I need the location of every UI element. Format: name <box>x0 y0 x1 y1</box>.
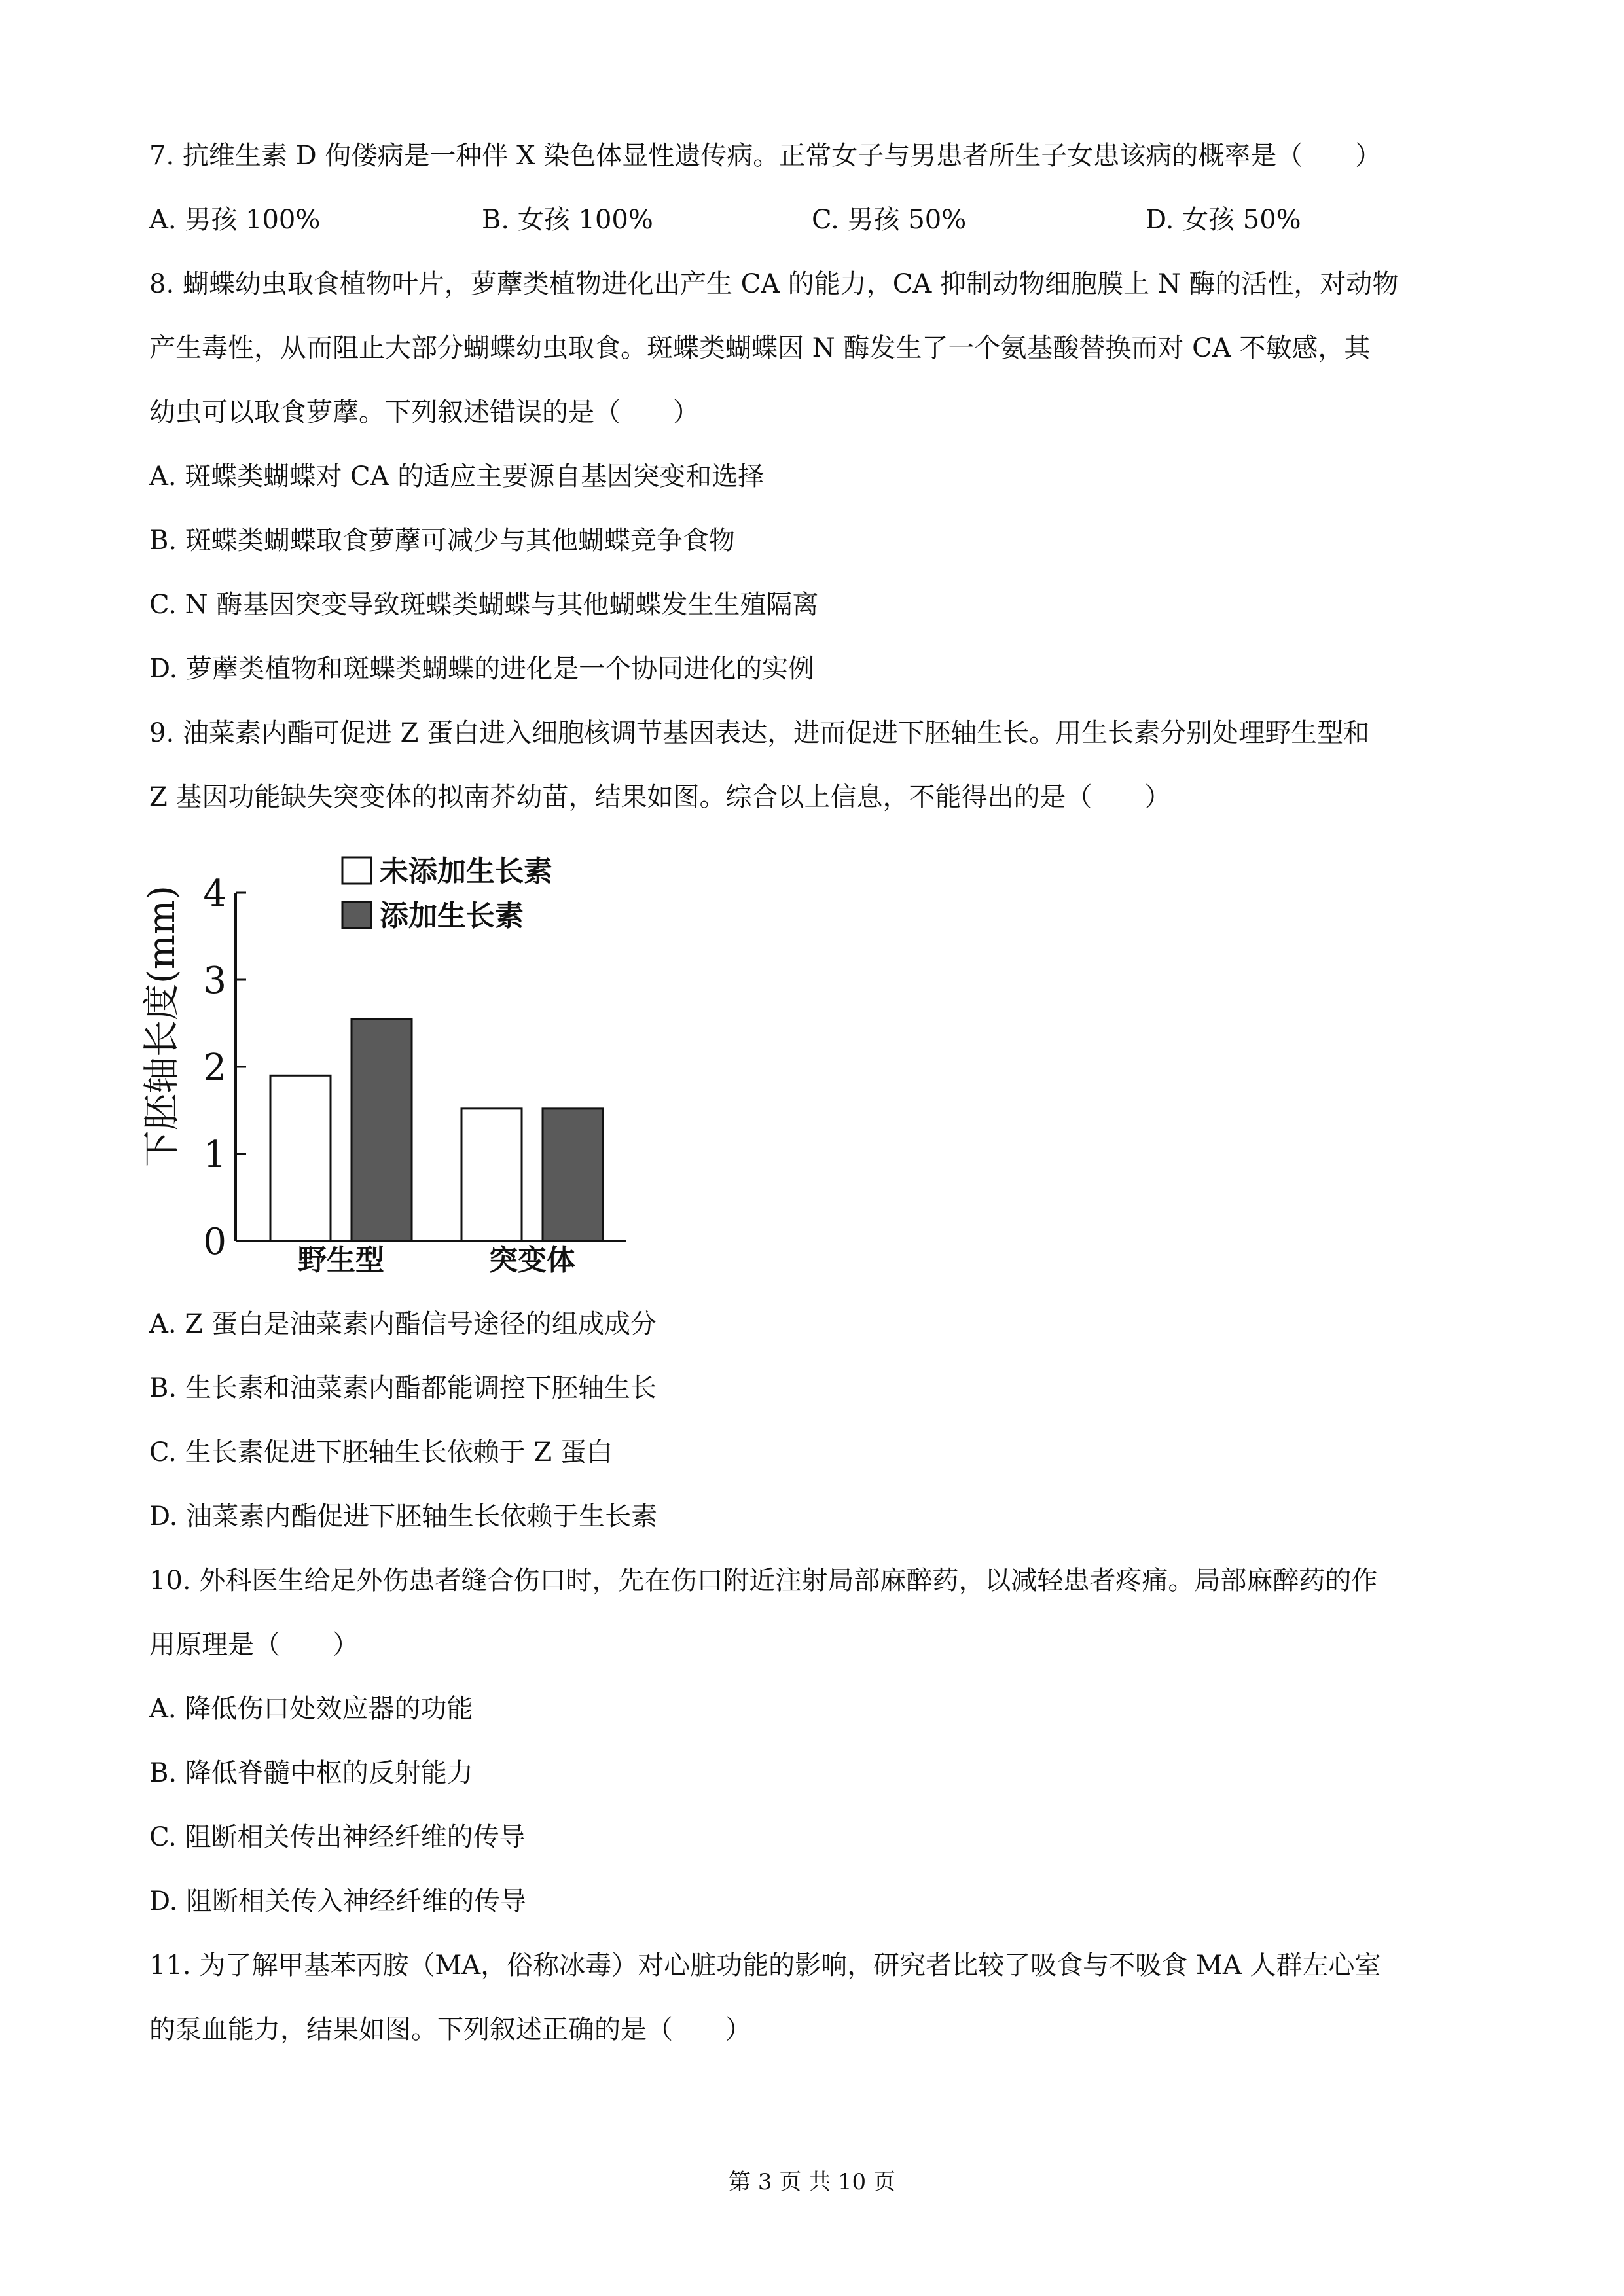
q9-stem-line-1: 9. 油菜素内酯可促进 Z 蛋白进入细胞核调节基因表达，进而促进下胚轴生长。用生长素分别处理野生型和 <box>149 718 1370 748</box>
legend-label: 未添加生长素 <box>380 855 552 888</box>
y-tick-label: 1 <box>203 1134 226 1176</box>
y-axis-label: 下胚轴长度(mm) <box>141 886 183 1167</box>
q11-stem-line-2: 的泵血能力，结果如图。下列叙述正确的是（ ） <box>149 2015 751 2045</box>
y-tick-label: 0 <box>203 1221 226 1263</box>
bar-auxin-mutant <box>543 1109 603 1241</box>
bar-auxin-wildtype <box>352 1019 412 1241</box>
q7-option-d: D. 女孩 50% <box>1146 205 1301 235</box>
q9-option-d: D. 油菜素内酯促进下胚轴生长依赖于生长素 <box>149 1501 658 1532</box>
hypocotyl-bar-chart <box>141 843 647 1301</box>
q8-option-b: B. 斑蝶类蝴蝶取食萝藦可减少与其他蝴蝶竞争食物 <box>149 526 735 556</box>
q8-stem-line-1: 8. 蝴蝶幼虫取食植物叶片，萝藦类植物进化出产生 CA 的能力，CA 抑制动物细胞膜上 N 酶的活性，对动物 <box>149 269 1399 299</box>
q8-option-a: A. 斑蝶类蝴蝶对 CA 的适应主要源自基因突变和选择 <box>149 461 765 492</box>
y-axis-ticks <box>203 872 246 1263</box>
q7-option-b: B. 女孩 100% <box>482 205 653 235</box>
q7-option-c: C. 男孩 50% <box>812 205 967 235</box>
q11-stem-line-1: 11. 为了解甲基苯丙胺（MA，俗称冰毒）对心脏功能的影响，研究者比较了吸食与不吸食 MA 人群左心室 <box>149 1950 1381 1981</box>
x-axis-categories <box>298 1244 575 1277</box>
q7-options <box>149 202 1485 238</box>
q10-stem-line-2: 用原理是（ ） <box>149 1630 359 1660</box>
y-tick-label: 2 <box>203 1047 226 1089</box>
q7-option-a: A. 男孩 100% <box>149 205 321 235</box>
q10-option-b: B. 降低脊髓中枢的反射能力 <box>149 1758 473 1788</box>
legend-swatch <box>342 857 371 884</box>
q10-stem-line-1: 10. 外科医生给足外伤患者缝合伤口时，先在伤口附近注射局部麻醉药，以减轻患者疼痛。局部麻醉药的作 <box>149 1566 1378 1596</box>
bar-no-auxin-mutant <box>461 1109 522 1241</box>
q8-stem-line-2: 产生毒性，从而阻止大部分蝴蝶幼虫取食。斑蝶类蝴蝶因 N 酶发生了一个氨基酸替换而对 CA 不敏感，其 <box>149 333 1371 363</box>
bar-no-auxin-wildtype <box>270 1075 331 1241</box>
q7-stem: 7. 抗维生素 D 佝偻病是一种伴 X 染色体显性遗传病。正常女子与男患者所生子女患该病的概率是（ ） <box>149 141 1382 171</box>
page-footer: 第 3 页 共 10 页 <box>729 2169 895 2195</box>
legend-swatch <box>342 902 371 928</box>
q9-option-b: B. 生长素和油菜素内酯都能调控下胚轴生长 <box>149 1373 657 1403</box>
q10-option-a: A. 降低伤口处效应器的功能 <box>149 1694 473 1724</box>
q10-option-d: D. 阻断相关传入神经纤维的传导 <box>149 1886 527 1916</box>
legend-label: 添加生长素 <box>380 899 524 933</box>
chart-legend <box>342 855 552 933</box>
bar-group <box>270 1019 603 1241</box>
x-category-label: 野生型 <box>298 1244 384 1277</box>
q8-stem-line-3: 幼虫可以取食萝藦。下列叙述错误的是（ ） <box>149 397 699 427</box>
y-tick-label: 4 <box>203 872 226 915</box>
q9-option-a: A. Z 蛋白是油菜素内酯信号途径的组成成分 <box>149 1309 657 1339</box>
q9-stem-line-2: Z 基因功能缺失突变体的拟南芥幼苗，结果如图。综合以上信息，不能得出的是（ ） <box>149 782 1171 812</box>
q9-option-c: C. 生长素促进下胚轴生长依赖于 Z 蛋白 <box>149 1437 613 1467</box>
q8-option-c: C. N 酶基因突变导致斑蝶类蝴蝶与其他蝴蝶发生生殖隔离 <box>149 590 819 620</box>
y-tick-label: 3 <box>203 960 226 1002</box>
x-category-label: 突变体 <box>489 1244 575 1277</box>
q10-option-c: C. 阻断相关传出神经纤维的传导 <box>149 1822 526 1852</box>
q8-option-d: D. 萝藦类植物和斑蝶类蝴蝶的进化是一个协同进化的实例 <box>149 654 815 684</box>
